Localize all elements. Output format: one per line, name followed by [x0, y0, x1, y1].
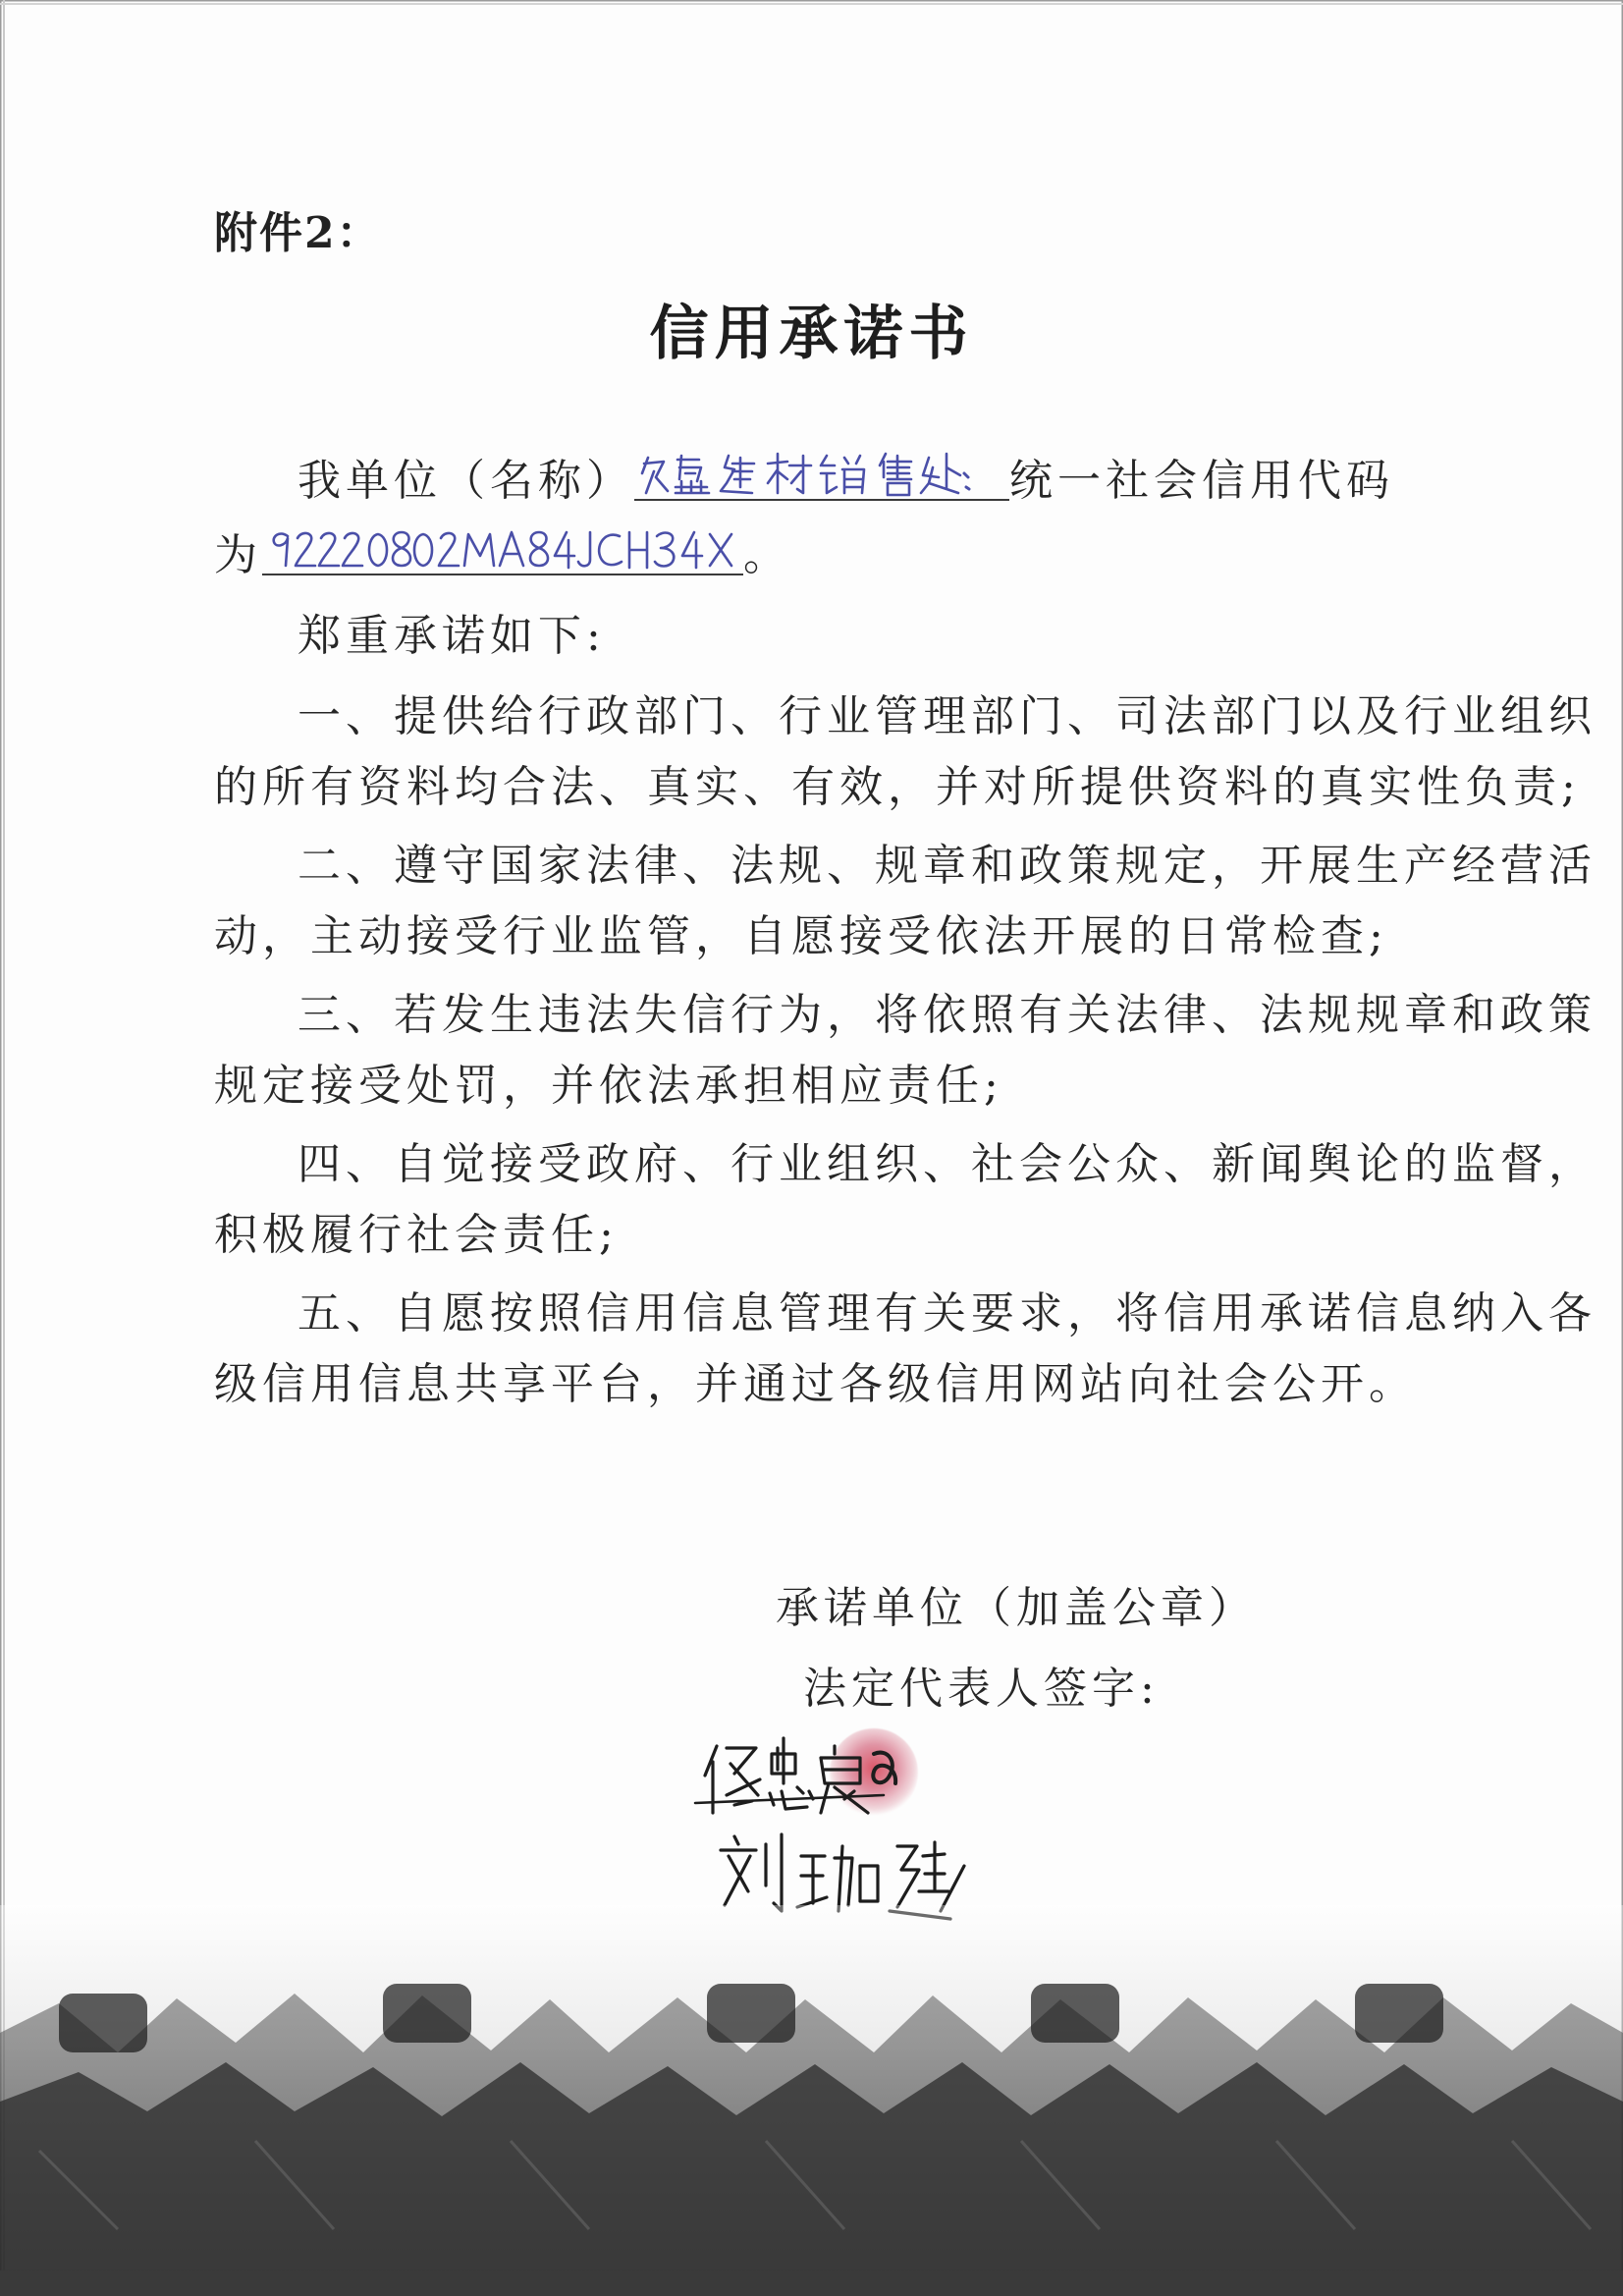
clause-4-line-1: 四、自觉接受政府、行业组织、社会公众、新闻舆论的监督， — [298, 1139, 1596, 1189]
legal-rep-label: 法定代表人签字: — [803, 1664, 1160, 1714]
company-name-handwriting — [634, 448, 1009, 499]
company-name-field — [634, 448, 1009, 501]
intro-line-2 — [214, 522, 791, 585]
clause-2-line-1: 二、遵守国家法律、法规、规章和政策规定，开展生产经营活 — [298, 841, 1596, 891]
intro-prefix: 我单位（名称） — [298, 456, 634, 506]
clause-2-line-2: 动，主动接受行业监管，自愿接受依法开展的日常检查; — [214, 911, 1388, 961]
intro-line2-suffix: 。 — [743, 530, 791, 580]
intro-suffix: 统一社会信用代码 — [1009, 456, 1394, 506]
attachment-label: 附件2： — [214, 208, 382, 258]
clause-5-line-2: 级信用信息共享平台，并通过各级信用网站向社会公开。 — [214, 1359, 1417, 1409]
intro-line2-prefix: 为 — [214, 530, 262, 580]
clause-1-line-2: 的所有资料均合法、真实、有效，并对所提供资料的真实性负责; — [214, 762, 1581, 812]
clause-3-line-1: 三、若发生违法失信行为，将依照有关法律、法规规章和政策 — [298, 990, 1596, 1040]
document-title: 信用承诺书 — [649, 300, 974, 368]
clause-4-line-2: 积极履行社会责任; — [214, 1210, 619, 1260]
credit-code-field — [262, 522, 743, 575]
intro-line-1 — [298, 448, 1394, 511]
committing-unit-label: 承诺单位（加盖公章） — [776, 1583, 1257, 1633]
credit-code-handwriting — [262, 522, 743, 574]
clause-3-line-2: 规定接受处罚，并依法承担相应责任; — [214, 1061, 1003, 1111]
clause-5-line-1: 五、自愿按照信用信息管理有关要求，将信用承诺信息纳入各 — [298, 1288, 1596, 1339]
clause-1-line-1: 一、提供给行政部门、行业管理部门、司法部门以及行业组织 — [298, 691, 1596, 741]
commit-intro: 郑重承诺如下: — [298, 611, 606, 661]
decorative-banner-image — [0, 1905, 1623, 2296]
